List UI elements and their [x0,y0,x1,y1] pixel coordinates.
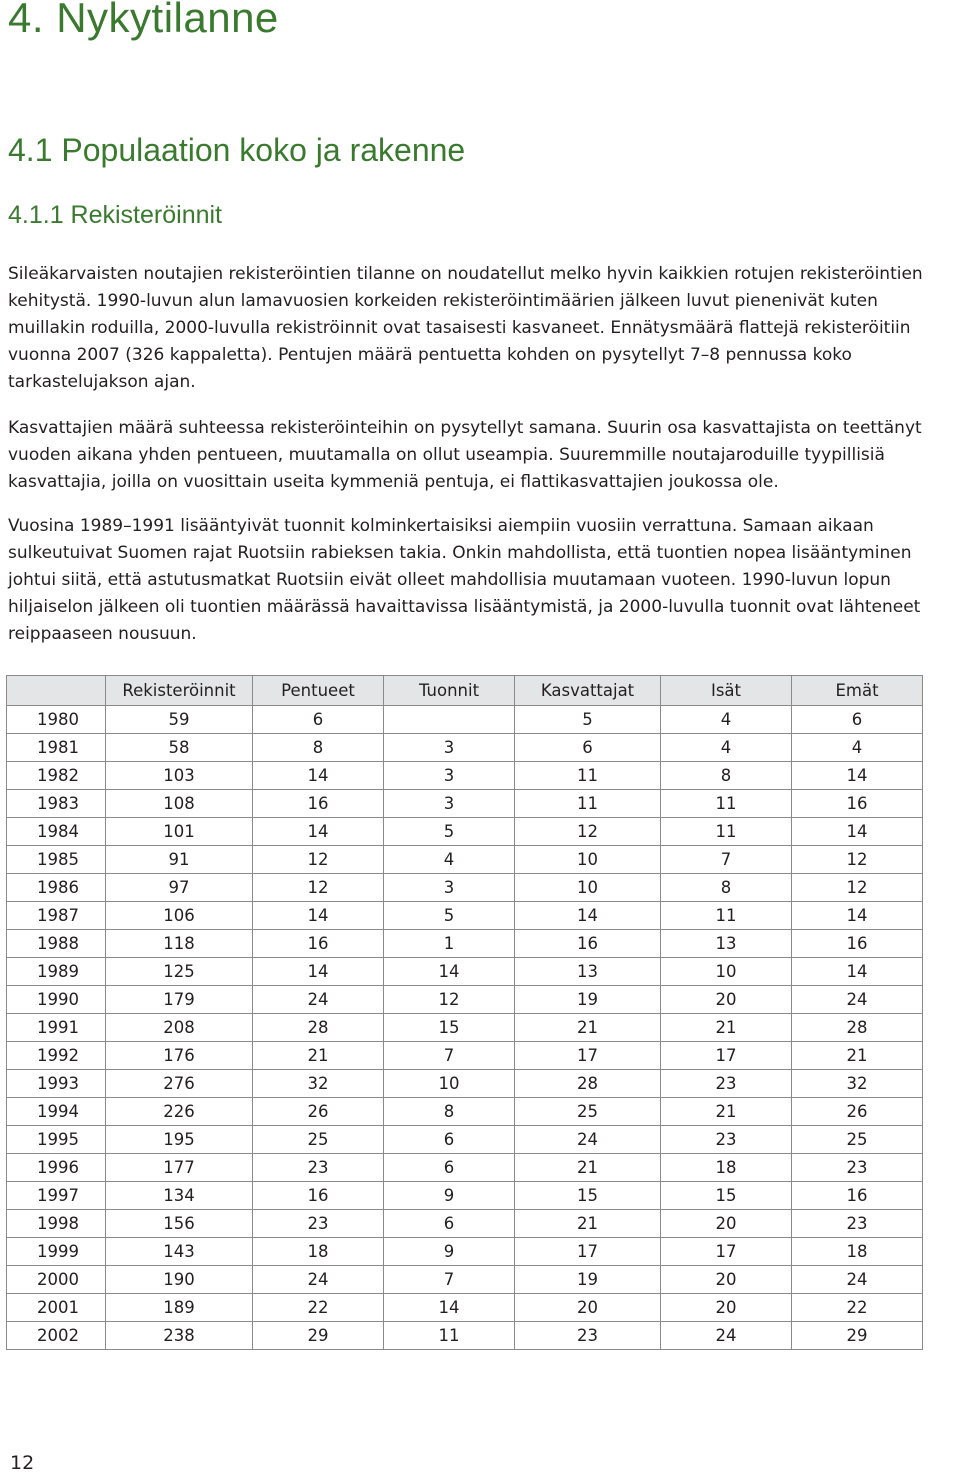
cell-litters: 14 [253,762,384,790]
cell-imports: 15 [384,1014,515,1042]
cell-breeders: 10 [515,846,661,874]
table-row [7,1210,923,1238]
cell-sires: 8 [661,874,792,902]
table-row [7,1266,923,1294]
cell-breeders: 19 [515,1266,661,1294]
table-row [7,734,923,762]
cell-sires: 21 [661,1014,792,1042]
cell-year: 1981 [7,734,106,762]
table-row [7,1126,923,1154]
cell-dams: 24 [792,1266,923,1294]
header-year [7,676,106,706]
table-row [7,706,923,734]
cell-registrations: 118 [106,930,253,958]
cell-litters: 8 [253,734,384,762]
cell-litters: 29 [253,1322,384,1350]
cell-litters: 24 [253,986,384,1014]
table-row [7,1042,923,1070]
cell-imports: 7 [384,1042,515,1070]
cell-sires: 4 [661,734,792,762]
cell-imports: 7 [384,1266,515,1294]
cell-registrations: 91 [106,846,253,874]
cell-imports: 3 [384,874,515,902]
cell-sires: 15 [661,1182,792,1210]
cell-registrations: 106 [106,902,253,930]
table-body [7,706,923,1350]
cell-imports: 14 [384,1294,515,1322]
cell-dams: 16 [792,790,923,818]
cell-registrations: 156 [106,1210,253,1238]
table-row [7,790,923,818]
cell-registrations: 189 [106,1294,253,1322]
cell-litters: 26 [253,1098,384,1126]
cell-sires: 20 [661,1210,792,1238]
cell-imports: 3 [384,734,515,762]
table-row [7,818,923,846]
cell-registrations: 134 [106,1182,253,1210]
table-row [7,958,923,986]
cell-year: 1994 [7,1098,106,1126]
cell-litters: 23 [253,1154,384,1182]
cell-year: 1986 [7,874,106,902]
cell-sires: 11 [661,902,792,930]
cell-sires: 4 [661,706,792,734]
cell-year: 1982 [7,762,106,790]
cell-sires: 17 [661,1042,792,1070]
cell-litters: 14 [253,902,384,930]
cell-litters: 12 [253,874,384,902]
cell-breeders: 6 [515,734,661,762]
cell-year: 1992 [7,1042,106,1070]
cell-breeders: 14 [515,902,661,930]
cell-breeders: 11 [515,790,661,818]
cell-year: 1997 [7,1182,106,1210]
cell-dams: 12 [792,874,923,902]
cell-registrations: 101 [106,818,253,846]
cell-dams: 6 [792,706,923,734]
header-imports: Tuonnit [384,676,515,706]
chapter-title: 4. Nykytilanne [8,0,279,41]
cell-registrations: 103 [106,762,253,790]
cell-dams: 14 [792,958,923,986]
cell-registrations: 177 [106,1154,253,1182]
table-row [7,1154,923,1182]
table-row [7,1070,923,1098]
cell-sires: 21 [661,1098,792,1126]
table-header-row [7,676,923,706]
cell-year: 2001 [7,1294,106,1322]
cell-imports: 3 [384,790,515,818]
cell-registrations: 125 [106,958,253,986]
cell-dams: 32 [792,1070,923,1098]
cell-litters: 6 [253,706,384,734]
cell-litters: 14 [253,818,384,846]
cell-breeders: 19 [515,986,661,1014]
table-row [7,874,923,902]
cell-litters: 24 [253,1266,384,1294]
cell-breeders: 16 [515,930,661,958]
header-litters: Pentueet [253,676,384,706]
cell-registrations: 108 [106,790,253,818]
cell-imports: 6 [384,1210,515,1238]
cell-registrations: 195 [106,1126,253,1154]
cell-year: 1983 [7,790,106,818]
cell-year: 1995 [7,1126,106,1154]
cell-litters: 16 [253,1182,384,1210]
cell-imports: 5 [384,902,515,930]
cell-dams: 18 [792,1238,923,1266]
cell-registrations: 190 [106,1266,253,1294]
cell-imports: 5 [384,818,515,846]
cell-dams: 16 [792,930,923,958]
cell-imports: 10 [384,1070,515,1098]
cell-imports: 11 [384,1322,515,1350]
cell-dams: 22 [792,1294,923,1322]
cell-imports: 14 [384,958,515,986]
cell-imports: 4 [384,846,515,874]
cell-breeders: 12 [515,818,661,846]
cell-dams: 29 [792,1322,923,1350]
cell-breeders: 21 [515,1014,661,1042]
cell-breeders: 11 [515,762,661,790]
cell-year: 1993 [7,1070,106,1098]
table-row [7,1238,923,1266]
cell-sires: 17 [661,1238,792,1266]
cell-dams: 23 [792,1210,923,1238]
cell-litters: 23 [253,1210,384,1238]
paragraph-breeders: Kasvattajien määrä suhteessa rekisteröinteihin on pysytellyt samana. Suurin osa kasvattajista on teettänyt vuoden aikana yhden pentueen, muutamalla on ollut useampia. Suuremmille noutajaroduille tyypillisiä kasvattajia, joilla on vuosittain useita kymmeniä pentuja, ei flattikasvattajien joukossa ole. [8,418,922,492]
cell-litters: 18 [253,1238,384,1266]
cell-year: 1985 [7,846,106,874]
cell-litters: 25 [253,1126,384,1154]
table-row [7,1294,923,1322]
cell-dams: 26 [792,1098,923,1126]
cell-dams: 12 [792,846,923,874]
cell-year: 1989 [7,958,106,986]
cell-sires: 20 [661,1294,792,1322]
cell-imports: 6 [384,1154,515,1182]
cell-sires: 11 [661,818,792,846]
cell-sires: 10 [661,958,792,986]
cell-sires: 23 [661,1070,792,1098]
cell-litters: 16 [253,930,384,958]
subsection-title: 4.1.1 Rekisteröinnit [8,201,223,229]
cell-dams: 14 [792,818,923,846]
cell-registrations: 276 [106,1070,253,1098]
cell-dams: 25 [792,1126,923,1154]
cell-litters: 16 [253,790,384,818]
cell-litters: 12 [253,846,384,874]
cell-registrations: 208 [106,1014,253,1042]
cell-year: 1998 [7,1210,106,1238]
cell-year: 1991 [7,1014,106,1042]
table-row [7,1098,923,1126]
cell-breeders: 13 [515,958,661,986]
cell-sires: 13 [661,930,792,958]
cell-dams: 24 [792,986,923,1014]
cell-registrations: 59 [106,706,253,734]
cell-registrations: 143 [106,1238,253,1266]
cell-registrations: 238 [106,1322,253,1350]
cell-sires: 8 [661,762,792,790]
cell-sires: 20 [661,1266,792,1294]
cell-registrations: 58 [106,734,253,762]
cell-breeders: 21 [515,1154,661,1182]
cell-litters: 14 [253,958,384,986]
cell-imports: 1 [384,930,515,958]
cell-year: 1996 [7,1154,106,1182]
section-title: 4.1 Populaation koko ja rakenne [8,132,466,168]
cell-dams: 16 [792,1182,923,1210]
cell-litters: 22 [253,1294,384,1322]
cell-imports: 8 [384,1098,515,1126]
cell-dams: 14 [792,902,923,930]
cell-year: 1988 [7,930,106,958]
cell-imports: 3 [384,762,515,790]
cell-registrations: 176 [106,1042,253,1070]
cell-year: 1980 [7,706,106,734]
cell-dams: 23 [792,1154,923,1182]
cell-sires: 20 [661,986,792,1014]
cell-year: 1999 [7,1238,106,1266]
paragraph-registrations: Sileäkarvaisten noutajien rekisteröintien tilanne on noudatellut melko hyvin kaikkien rotujen rekisteröintien kehitystä. 1990-luvun alun lamavuosien korkeiden rekisteröintimäärien jälkeen luvut pienenivät kuten muillakin roduilla, 2000-luvulla rekiströinnit ovat tasaisesti kasvaneet. Ennätysmäärä flattejä rekisteröitiin vuonna 2007 (326 kappaletta). Pentujen määrä pentuetta kohden on pysytellyt 7–8 pennussa koko tarkastelujakson ajan. [8,264,923,392]
cell-imports: 9 [384,1238,515,1266]
cell-registrations: 179 [106,986,253,1014]
cell-breeders: 17 [515,1042,661,1070]
table-row [7,1182,923,1210]
table-row [7,986,923,1014]
cell-registrations: 226 [106,1098,253,1126]
header-dams: Emät [792,676,923,706]
table-row [7,930,923,958]
page-number: 12 [10,1452,35,1474]
cell-breeders: 20 [515,1294,661,1322]
cell-breeders: 17 [515,1238,661,1266]
cell-year: 1990 [7,986,106,1014]
cell-breeders: 23 [515,1322,661,1350]
registration-table [6,675,923,1350]
cell-breeders: 24 [515,1126,661,1154]
cell-imports [384,706,515,734]
cell-year: 1984 [7,818,106,846]
cell-dams: 14 [792,762,923,790]
cell-year: 1987 [7,902,106,930]
cell-dams: 28 [792,1014,923,1042]
cell-litters: 32 [253,1070,384,1098]
table-row [7,902,923,930]
header-registrations: Rekisteröinnit [106,676,253,706]
cell-year: 2002 [7,1322,106,1350]
cell-registrations: 97 [106,874,253,902]
cell-dams: 4 [792,734,923,762]
cell-dams: 21 [792,1042,923,1070]
table-row [7,762,923,790]
cell-litters: 21 [253,1042,384,1070]
cell-sires: 23 [661,1126,792,1154]
paragraph-imports: Vuosina 1989–1991 lisääntyivät tuonnit kolminkertaisiksi aiempiin vuosiin verrattuna. Samaan aikaan sulkeutuivat Suomen rajat Ruotsiin rabieksen takia. Onkin mahdollista, että tuontien nopea lisääntyminen johtui siitä, että astutusmatkat Ruotsiin eivät olleet mahdollisia muutamaan vuoteen. 1990-luvun lopun hiljaiselon jälkeen oli tuontien määrässä havaittavissa lisääntymistä, ja 2000-luvulla tuonnit ovat lähteneet reippaaseen nousuun. [8,516,921,644]
cell-breeders: 5 [515,706,661,734]
cell-imports: 12 [384,986,515,1014]
header-breeders: Kasvattajat [515,676,661,706]
cell-sires: 24 [661,1322,792,1350]
table-row [7,1322,923,1350]
cell-sires: 7 [661,846,792,874]
header-sires: Isät [661,676,792,706]
cell-imports: 6 [384,1126,515,1154]
cell-litters: 28 [253,1014,384,1042]
cell-breeders: 25 [515,1098,661,1126]
cell-year: 2000 [7,1266,106,1294]
table-row [7,1014,923,1042]
cell-sires: 11 [661,790,792,818]
cell-breeders: 15 [515,1182,661,1210]
cell-sires: 18 [661,1154,792,1182]
cell-imports: 9 [384,1182,515,1210]
cell-breeders: 10 [515,874,661,902]
table-row [7,846,923,874]
cell-breeders: 21 [515,1210,661,1238]
cell-breeders: 28 [515,1070,661,1098]
